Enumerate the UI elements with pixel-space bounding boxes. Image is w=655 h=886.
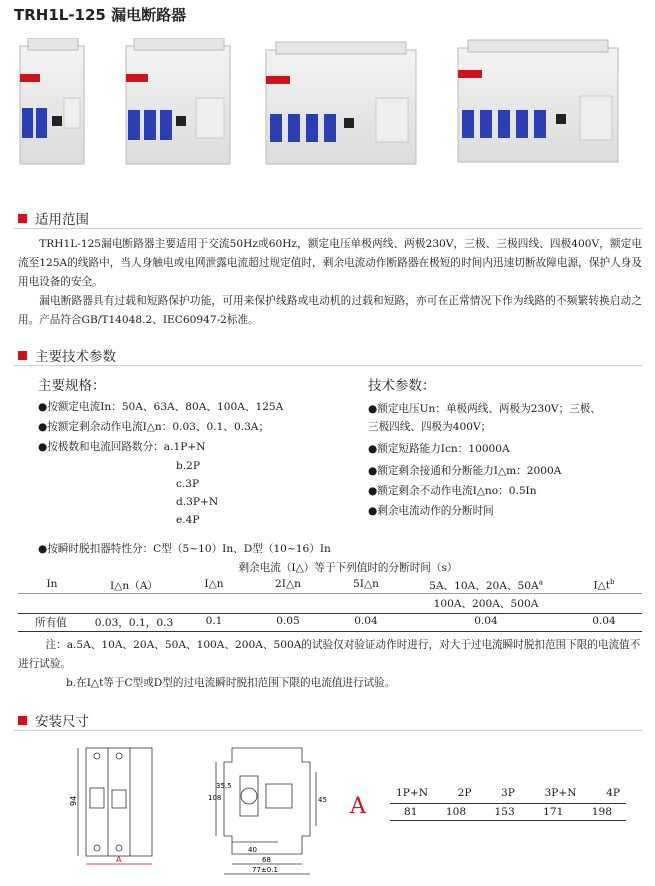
pole-option: b.2P xyxy=(176,460,201,472)
table-caption: 剩余电流（I△）等于下列值时的分断时间（s） xyxy=(238,562,458,574)
table-header: $I\triangle t^b$ xyxy=(593,578,615,592)
table-header: 2I△n xyxy=(275,578,301,590)
dim-d2: 35.5 xyxy=(216,782,232,790)
spec-rated-current: ●按额定电流In：50A、63A、80A、100A、125A xyxy=(38,401,284,413)
dim-table-header: 2P xyxy=(457,787,472,799)
divider xyxy=(14,730,642,731)
breaker-4p-n-image xyxy=(458,40,618,162)
dim-table-header-row xyxy=(390,787,626,803)
table-header: In xyxy=(46,578,58,590)
scope-paragraph-2: 漏电断路器具有过载和短路保护功能，可用来保护线路或电动机的过载和短路，亦可在正常情况下作为线路的不频繁转换启动之用。产品符合GB/T14048.2、IEC60947-2标准。 xyxy=(18,295,642,326)
dim-width: A xyxy=(116,855,122,864)
note-a: 注：a.5A、10A、20A、50A、100A、200A、500A的试验仅对验证动作时进行，对大于过电流瞬时脱扣范围下限的电流值不进行试验。 xyxy=(18,639,641,670)
table-rule xyxy=(18,613,642,614)
pole-option: c.3P xyxy=(176,478,200,490)
spec-rated-voltage: ●额定电压Un：单极两线、两极为230V；三极、三极四线、四极为400V； xyxy=(368,403,601,433)
dim-table-header: 3P+N xyxy=(544,787,577,799)
table-cell: 0.1 xyxy=(205,615,223,627)
dim-d1: 108 xyxy=(208,794,222,802)
table-rule xyxy=(18,631,642,632)
section-install-heading: 安装尺寸 xyxy=(18,710,89,730)
front-view-drawing xyxy=(64,740,164,870)
dim-a-label: A xyxy=(350,794,366,819)
dim-table-value: 198 xyxy=(591,806,612,818)
table-cell: 0.05 xyxy=(276,615,300,627)
section-scope-heading: 适用范围 xyxy=(18,208,89,228)
table-cell: 所有值 xyxy=(35,617,67,629)
breaker-4p-image xyxy=(266,42,416,164)
spec-short-circuit: ●额定短路能力Icn：10000A xyxy=(368,443,510,455)
pole-option: e.4P xyxy=(176,514,200,526)
product-images xyxy=(0,38,655,178)
dim-d5: 68 xyxy=(262,856,271,864)
table-header: I△n（A） xyxy=(110,580,158,592)
dim-table-header: 4P xyxy=(606,787,620,799)
dim-d4: 40 xyxy=(248,846,257,854)
dim-d6: 77±0.1 xyxy=(252,866,278,874)
scope-paragraph-1: TRH1L-125漏电断路器主要适用于交流50Hz或60Hz，额定电压单极两线、两极230V，三极、三极四线、四极400V，额定电流至125A的线路中，当人身触电或电网泄露电流超过规定值时，剩余电流动作断路器在极短的时间内迅速切断故障电源，保护人身及用电设备的安全。 xyxy=(18,238,642,288)
dim-table-value: 171 xyxy=(543,806,564,818)
dim-table-value: 81 xyxy=(404,806,418,818)
dim-table-header: 1P+N xyxy=(396,787,429,799)
tech-spec-heading: 技术参数： xyxy=(368,378,436,394)
page-title: TRH1L-125 漏电断路器 xyxy=(14,6,187,24)
dim-height: 94 xyxy=(69,795,78,806)
section-params-heading: 主要技术参数 xyxy=(18,345,116,365)
scope-text xyxy=(18,235,642,330)
dim-table-header: 3P xyxy=(501,787,515,799)
dim-table-value: 108 xyxy=(445,806,467,818)
pole-option: d.3P+N xyxy=(176,496,219,508)
spec-break-time: ●剩余电流动作的分断时间 xyxy=(368,505,494,517)
dim-table-value: 153 xyxy=(494,806,515,818)
table-header: 5I△n xyxy=(353,578,379,590)
spec-non-operating: ●额定剩余不动作电流I△no：0.5In xyxy=(368,485,537,497)
section-marker-icon xyxy=(18,214,27,223)
dim-table-rule xyxy=(390,820,626,821)
table-cell: 0.03，0.1，0.3 xyxy=(94,617,174,629)
main-spec-heading: 主要规格： xyxy=(38,378,106,394)
table-cell: 0.04 xyxy=(592,615,616,627)
dim-table-value-row xyxy=(390,804,626,820)
table-header: I△n xyxy=(204,578,224,590)
breaker-3p-image xyxy=(126,38,230,164)
table-header: 100A、200A、500A xyxy=(433,598,539,610)
table-cell: 0.04 xyxy=(354,615,378,627)
divider xyxy=(14,365,642,366)
breaker-2p-image xyxy=(20,38,84,164)
spec-residual-current: ●按额定剩余动作电流I△n：0.03、0.1、0.3A； xyxy=(38,421,270,433)
section-marker-icon xyxy=(18,716,27,725)
table-rule xyxy=(18,593,642,594)
dim-d3: 45 xyxy=(318,796,327,804)
note-b: b.在I△t等于C型或D型的过电流瞬时脱扣范围下限的电流值进行试验。 xyxy=(66,677,396,689)
dim-a-table xyxy=(390,787,626,821)
break-time-table xyxy=(18,558,642,633)
side-view-drawing xyxy=(206,740,330,880)
table-header: 5A、10A、20A、$50A^a$ xyxy=(429,578,543,592)
breaker-photos xyxy=(0,38,655,178)
section-marker-icon xyxy=(18,351,27,360)
table-cell: 0.04 xyxy=(474,615,498,627)
divider xyxy=(14,228,642,229)
spec-trip-type: ●按瞬时脱扣器特性分：C型（5~10）In、D型（10~16）In xyxy=(38,543,331,555)
spec-poles: ●按极数和电流回路数分：a.1P+N xyxy=(38,441,206,453)
spec-residual-making: ●额定剩余接通和分断能力I△m：2000A xyxy=(368,465,562,477)
